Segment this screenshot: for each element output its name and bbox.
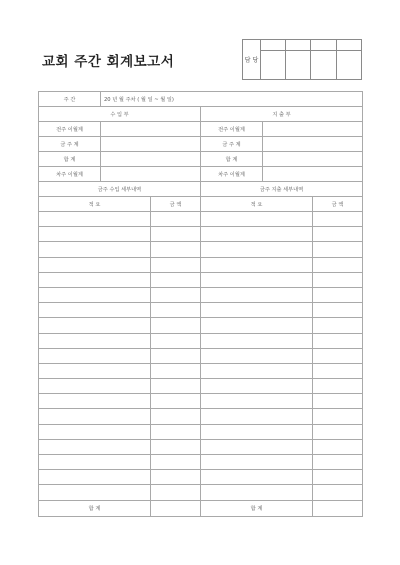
detail-row: [39, 212, 363, 227]
detail-row: [39, 318, 363, 333]
income-amount-cell[interactable]: [151, 287, 201, 302]
expense-item-cell[interactable]: [201, 485, 313, 500]
detail-row: [39, 485, 363, 500]
income-item-cell[interactable]: [39, 439, 151, 454]
expense-summary-value[interactable]: [263, 152, 363, 167]
expense-amount-cell[interactable]: [313, 363, 363, 378]
detail-row: [39, 257, 363, 272]
expense-summary-label: 합 계: [201, 152, 263, 167]
period-value-field[interactable]: 20 년 월 주차 ( 월 일 ~ 월 일): [101, 92, 363, 107]
approval-sign-cell-3[interactable]: [311, 51, 336, 80]
expense-item-cell[interactable]: [201, 409, 313, 424]
detail-row: [39, 227, 363, 242]
expense-item-cell[interactable]: [201, 287, 313, 302]
expense-amount-cell[interactable]: [313, 424, 363, 439]
approval-label: 담 당: [244, 57, 259, 64]
expense-summary-value[interactable]: [263, 167, 363, 182]
expense-item-cell[interactable]: [201, 242, 313, 257]
expense-summary-value[interactable]: [263, 122, 363, 137]
detail-rows: [39, 212, 363, 501]
income-summary-value[interactable]: [101, 152, 201, 167]
expense-item-cell[interactable]: [201, 212, 313, 227]
expense-item-cell[interactable]: [201, 303, 313, 318]
approval-head-cell-4[interactable]: [336, 40, 361, 51]
detail-row: [39, 333, 363, 348]
income-amount-cell[interactable]: [151, 394, 201, 409]
income-amount-cell[interactable]: [151, 333, 201, 348]
expense-item-cell[interactable]: [201, 272, 313, 287]
income-amount-cell[interactable]: [151, 379, 201, 394]
income-amount-cell[interactable]: [151, 272, 201, 287]
income-item-cell[interactable]: [39, 424, 151, 439]
income-amount-cell[interactable]: [151, 303, 201, 318]
income-amount-cell[interactable]: [151, 348, 201, 363]
income-summary-label: 금 주 계: [39, 137, 101, 152]
expense-total-value[interactable]: [313, 500, 363, 516]
expense-total-label: 합 계: [201, 500, 313, 516]
detail-row: [39, 424, 363, 439]
expense-amount-cell[interactable]: [313, 318, 363, 333]
report-form: [38, 91, 363, 517]
expense-amount-cell[interactable]: [313, 379, 363, 394]
income-amount-cell[interactable]: [151, 485, 201, 500]
income-item-cell[interactable]: [39, 242, 151, 257]
income-col-amount: 금 액: [151, 197, 201, 212]
expense-detail-title: 금주 지출 세부내역: [201, 182, 363, 197]
income-amount-cell[interactable]: [151, 455, 201, 470]
expense-amount-cell[interactable]: [313, 439, 363, 454]
expense-col-amount: 금 액: [313, 197, 363, 212]
income-item-cell[interactable]: [39, 272, 151, 287]
income-amount-cell[interactable]: [151, 424, 201, 439]
detail-row: [39, 470, 363, 485]
income-item-cell[interactable]: [39, 379, 151, 394]
expense-amount-cell[interactable]: [313, 257, 363, 272]
income-item-cell[interactable]: [39, 348, 151, 363]
expense-item-cell[interactable]: [201, 379, 313, 394]
expense-item-cell[interactable]: [201, 363, 313, 378]
income-summary-label: 전주 이월계: [39, 122, 101, 137]
approval-sign-cell-4[interactable]: [336, 51, 361, 80]
expense-item-cell[interactable]: [201, 333, 313, 348]
income-item-cell[interactable]: [39, 212, 151, 227]
expense-summary-label: 차주 이월계: [201, 167, 263, 182]
income-summary-value[interactable]: [101, 137, 201, 152]
expense-amount-cell[interactable]: [313, 212, 363, 227]
expense-item-cell[interactable]: [201, 257, 313, 272]
expense-item-cell[interactable]: [201, 348, 313, 363]
period-label: 주 간: [39, 92, 101, 107]
income-item-cell[interactable]: [39, 455, 151, 470]
approval-box: [242, 39, 362, 80]
income-col-item: 적 요: [39, 197, 151, 212]
income-summary-label: 차주 이월계: [39, 167, 101, 182]
income-item-cell[interactable]: [39, 227, 151, 242]
income-amount-cell[interactable]: [151, 439, 201, 454]
income-item-cell[interactable]: [39, 363, 151, 378]
approval-label-cell: [243, 40, 261, 80]
income-summary-label: 합 계: [39, 152, 101, 167]
income-item-cell[interactable]: [39, 257, 151, 272]
income-item-cell[interactable]: [39, 303, 151, 318]
detail-row: [39, 409, 363, 424]
approval-head-cell-2[interactable]: [286, 40, 311, 51]
detail-row: [39, 242, 363, 257]
detail-row: [39, 394, 363, 409]
expense-amount-cell[interactable]: [313, 287, 363, 302]
detail-row: [39, 272, 363, 287]
expense-amount-cell[interactable]: [313, 272, 363, 287]
expense-amount-cell[interactable]: [313, 227, 363, 242]
expense-section-header: 지 출 부: [201, 107, 363, 122]
income-item-cell[interactable]: [39, 485, 151, 500]
income-amount-cell[interactable]: [151, 470, 201, 485]
expense-item-cell[interactable]: [201, 470, 313, 485]
expense-summary-label: 금 주 계: [201, 137, 263, 152]
approval-sign-cell-1[interactable]: [261, 51, 286, 80]
income-amount-cell[interactable]: [151, 363, 201, 378]
income-item-cell[interactable]: [39, 333, 151, 348]
expense-item-cell[interactable]: [201, 455, 313, 470]
income-amount-cell[interactable]: [151, 227, 201, 242]
expense-amount-cell[interactable]: [313, 348, 363, 363]
expense-amount-cell[interactable]: [313, 455, 363, 470]
income-item-cell[interactable]: [39, 394, 151, 409]
approval-sign-cell-2[interactable]: [286, 51, 311, 80]
expense-item-cell[interactable]: [201, 318, 313, 333]
income-amount-cell[interactable]: [151, 257, 201, 272]
report-title: 교회 주간 회계보고서: [42, 54, 175, 70]
income-amount-cell[interactable]: [151, 409, 201, 424]
expense-item-cell[interactable]: [201, 439, 313, 454]
expense-amount-cell[interactable]: [313, 242, 363, 257]
expense-summary-value[interactable]: [263, 137, 363, 152]
income-amount-cell[interactable]: [151, 242, 201, 257]
income-summary-value[interactable]: [101, 167, 201, 182]
expense-amount-cell[interactable]: [313, 394, 363, 409]
income-amount-cell[interactable]: [151, 212, 201, 227]
expense-col-item: 적 요: [201, 197, 313, 212]
expense-amount-cell[interactable]: [313, 333, 363, 348]
expense-amount-cell[interactable]: [313, 485, 363, 500]
income-section-header: 수 입 부: [39, 107, 201, 122]
income-detail-title: 금주 수입 세부내역: [39, 182, 201, 197]
detail-row: [39, 363, 363, 378]
expense-item-cell[interactable]: [201, 394, 313, 409]
income-item-cell[interactable]: [39, 409, 151, 424]
detail-row: [39, 455, 363, 470]
expense-amount-cell[interactable]: [313, 409, 363, 424]
expense-summary-label: 전주 이월계: [201, 122, 263, 137]
income-amount-cell[interactable]: [151, 318, 201, 333]
detail-row: [39, 287, 363, 302]
approval-head-cell-1[interactable]: [261, 40, 286, 51]
income-item-cell[interactable]: [39, 470, 151, 485]
income-total-value[interactable]: [151, 500, 201, 516]
expense-item-cell[interactable]: [201, 227, 313, 242]
expense-amount-cell[interactable]: [313, 303, 363, 318]
detail-row: [39, 379, 363, 394]
detail-row: [39, 303, 363, 318]
income-item-cell[interactable]: [39, 318, 151, 333]
detail-row: [39, 348, 363, 363]
detail-row: [39, 439, 363, 454]
income-item-cell[interactable]: [39, 287, 151, 302]
approval-head-cell-3[interactable]: [311, 40, 336, 51]
income-total-label: 합 계: [39, 500, 151, 516]
income-summary-value[interactable]: [101, 122, 201, 137]
expense-item-cell[interactable]: [201, 424, 313, 439]
expense-amount-cell[interactable]: [313, 470, 363, 485]
